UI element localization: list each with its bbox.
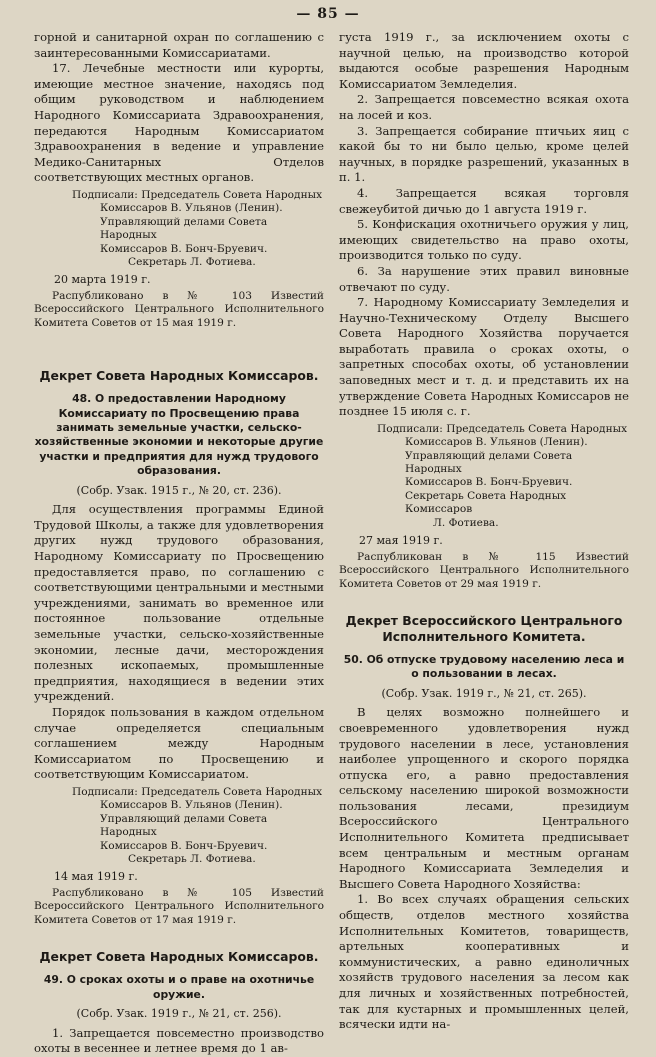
paragraph-continued: горной и санитарной охран по соглашению с заинтересованными Комиссариатами. (34, 30, 324, 60)
paragraph-continued: густа 1919 г., за исключением охоты с научной целью, на производство которой выдаются особые разрешения Народным Комиссариатом Земледелия. (339, 30, 629, 91)
date-3: 27 мая 1919 г. (359, 534, 443, 548)
paragraph-50-intro: В целях возможно полнейшего и своевременного удовлетворения нужд трудового населении в лесе, установления наиболее упрощенного и скорого порядка отпуска его, а равно предоставления сельскому населению широкой возможности пользования лесами, президиум Всероссийского Центрального Исполнительного Комитета предписывает всем центральным и местным органам Народного Комиссариата Земледелия и Высшего Совета Народного Хозяйства: (339, 705, 629, 891)
date-2: 14 мая 1919 г. (54, 870, 138, 884)
publication-note-1: Распубликовано в № 103 Известий Всероссийского Центрального Исполнительного Комитета Советов от 15 мая 1919 г. (34, 289, 324, 329)
decree-heading-48: Декрет Совета Народных Комиссаров. (39, 368, 319, 384)
paragraph-48a: Для осуществления программы Единой Трудовой Школы, а также для удовлетворения других нужд трудового образования, Народному Комиссариату по Просвещению предоставляется право, по соглашению с соответствующими центральными и местными учреждениями, занимать во временное или постоянное пользование отдельные земельные участки, сельско-хозяйственные экономии, лесные дачи, месторождения полезных ископаемых, промышленные предприятия, находящиеся в ведении этих учреждений. (34, 502, 324, 704)
publication-note-3: Распубликован в № 115 Известий Всероссийского Центрального Исполнительного Комитета Советов от 29 мая 1919 г. (339, 550, 629, 590)
decree-title-49: 49. О сроках охоты и о праве на охотничье оружие. (43, 973, 315, 1001)
decree-heading-49: Декрет Совета Народных Комиссаров. (39, 949, 319, 965)
decree-heading-50: Декрет Всероссийского Центрального Исполнительного Комитета. (345, 612, 623, 644)
page-number: — 85 — (296, 6, 360, 22)
paragraph-17: 17. Лечебные местности или курорты, имеющие местное значение, находясь под общим руководством и наблюдением Народного Комиссариата Здравоохранения, передаются Народным Комиссариатом Здравоохранения в ведение и управление Медико-Санитарных Отделов соответствующих местных органов. (34, 61, 324, 185)
paragraph-49-1: 1. Запрещается повсеместно производство охоты в весеннее и летнее время до 1 ав- (34, 1025, 324, 1056)
source-ref-50: (Собр. Узак. 1919 г., № 21, ст. 265). (381, 686, 587, 700)
decree-title-48: 48. О предоставлении Народному Комиссариату по Просвещению права занимать земельные участки, сельско-хозяйственные экономии и некоторые другие участки и предприятия для нужд трудового образования. (34, 392, 324, 478)
paragraph-6: 6. За нарушение этих правил виновные отвечают по суду. (339, 263, 629, 294)
paragraph-4: 4. Запрещается всякая торговля свежеубитой дичью до 1 августа 1919 г. (339, 185, 629, 216)
paragraph-5: 5. Конфискация охотничьего оружия у лиц, имеющих свидетельство на право охоты, производится только по суду. (339, 217, 629, 263)
paragraph-3: 3. Запрещается собирание птичьих яиц с какой бы то ни было целью, кроме целей научных, в порядке разрешений, указанных в п. 1. (339, 123, 629, 185)
paragraph-2: 2. Запрещается повсеместно всякая охота на лосей и коз. (339, 92, 629, 122)
right-column (339, 30, 629, 1033)
signatures-1: Подписали: Председатель Совета Народных Комиссаров В. Ульянов (Ленин). Управляющий делами Совета Народных Комиссаров В. Бонч-Бруевич. Секретарь Л. Фотиева. (72, 188, 323, 268)
source-ref-49: (Собр. Узак. 1919 г., № 21, ст. 256). (76, 1006, 282, 1020)
decree-title-50: 50. Об отпуске трудовому населению леса и о пользовании в лесах. (343, 652, 625, 681)
signatures-2: Подписали: Председатель Совета Народных Комиссаров В. Ульянов (Ленин). Управляющий делами Совета Народных Комиссаров В. Бонч-Бруевич. Секретарь Л. Фотиева. (72, 785, 323, 865)
paragraph-7: 7. Народному Комиссариату Земледелия и Научно-Техническому Отделу Высшего Совета Народного Хозяйства поручается выработать правила о сроках охоты, о запретных способах охоты, об установлении заповедных мест и т. д. и представить их на утверждение Совета Народных Комиссаров не позднее 15 июля с. г. (339, 295, 629, 419)
date-1: 20 марта 1919 г. (54, 273, 151, 287)
publication-note-2: Распубликовано в № 105 Известий Всероссийского Центрального Исполнительного Комитета Советов от 17 мая 1919 г. (34, 886, 324, 926)
paragraph-50-1: 1. Во всех случаях обращения сельских обществ, отделов местного хозяйства Исполнительных Комитетов, товариществ, артельных кооперативных и коммунистических, а равно единоличных хозяйств трудового населения за лесом как для личных и хозяйственных потребностей, так для кустарных и промышленных целей, всячески идти на- (339, 892, 629, 1032)
source-ref-48: (Собр. Узак. 1915 г., № 20, ст. 236). (76, 483, 282, 497)
signatures-3: Подписали: Председатель Совета Народных Комиссаров В. Ульянов (Ленин). Управляющий делами Совета Народных Комиссаров В. Бонч-Бруевич. Секретарь Совета Народных Комиссаров Л. Фотиева. (377, 422, 628, 529)
paragraph-48b: Порядок пользования в каждом отдельном случае определяется специальным соглашением между Народным Комиссариатом по Просвещению и соответствующим Комиссариатом. (34, 704, 324, 782)
left-column (34, 30, 324, 1057)
